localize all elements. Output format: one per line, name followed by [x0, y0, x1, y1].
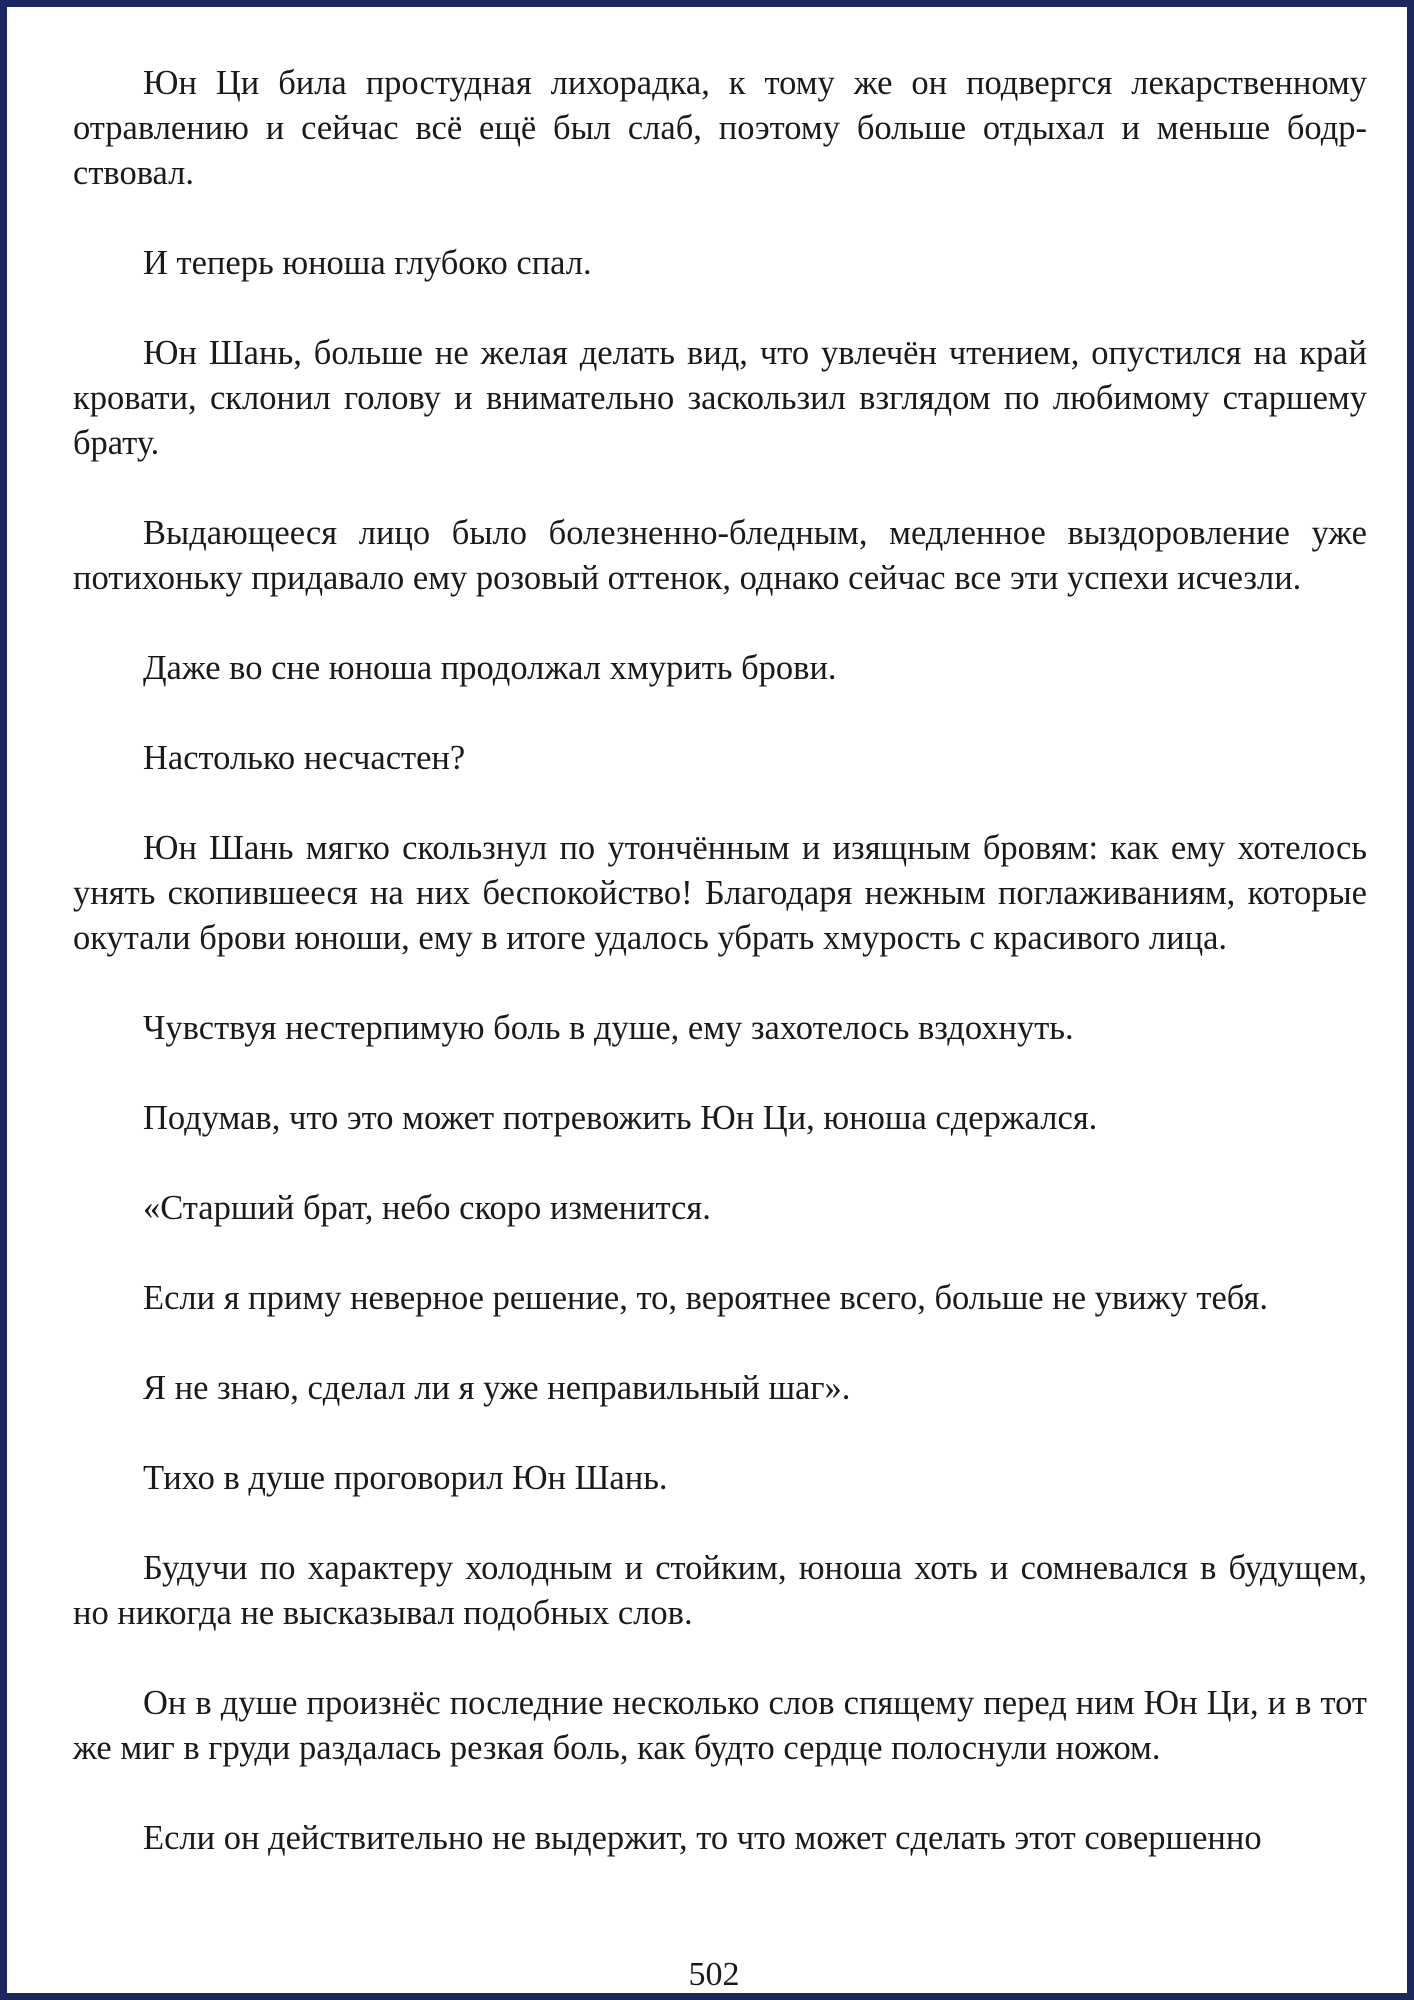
paragraph-2: И теперь юноша глубоко спал. [143, 244, 592, 282]
paragraph-4: Выдающееся лицо было болезненно-бледным, медленное выздоровление уже потихоньку придавало ему розовый оттенок, однако сейчас все эти успехи исчезли. [73, 514, 1367, 597]
paragraph-13: Тихо в душе проговорил Юн Шань. [143, 1459, 668, 1497]
paragraph-3: Юн Шань, больше не желая делать вид, что увлечён чтением, опустился на край кровати, склонил голову и внимательно заскользил взглядом по любимому старшему брату. [73, 334, 1367, 462]
paragraph-8: Чувствуя нестерпимую боль в душе, ему захотелось вздохнуть. [143, 1009, 1074, 1047]
paragraph-7: Юн Шань мягко скользнул по утончённым и изящным бровям: как ему хотелось унять скопившееся на них беспокойство! Благодаря нежным поглаживаниям, которые окутали брови юноши, ему в итоге удалось убрать хмурость с красивого лица. [73, 829, 1367, 957]
text-body [73, 61, 1367, 1906]
page-number: 502 [688, 1956, 740, 1993]
paragraph-1: Юн Ци била простудная лихорадка, к тому же он подвергся лекарственному отравлению и сейчас всё ещё был слаб, поэтому больше отдыхал и меньше бодрствовал. [73, 64, 1367, 192]
paragraph-5: Даже во сне юноша продолжал хмурить брови. [143, 649, 837, 687]
paragraph-14: Будучи по характеру холодным и стойким, юноша хоть и сомневался в будущем, но никогда не высказывал подобных слов. [73, 1549, 1367, 1632]
paragraph-10: «Старший брат, небо скоро изменится. [143, 1189, 711, 1227]
paragraph-11: Если я приму неверное решение, то, вероятнее всего, больше не увижу тебя. [143, 1279, 1268, 1317]
paragraph-12: Я не знаю, сделал ли я уже неправильный шаг». [143, 1369, 851, 1407]
paragraph-6: Настолько несчастен? [143, 739, 466, 777]
paragraph-9: Подумав, что это может потревожить Юн Ци, юноша сдержался. [143, 1099, 1098, 1137]
paragraph-16: Если он действительно не выдержит, то что может сделать этот совершенно [143, 1819, 1262, 1857]
paragraph-15: Он в душе произнёс последние несколько слов спящему перед ним Юн Ци, и в тот же миг в груди раздалась резкая боль, как будто сердце полоснули ножом. [73, 1684, 1367, 1767]
